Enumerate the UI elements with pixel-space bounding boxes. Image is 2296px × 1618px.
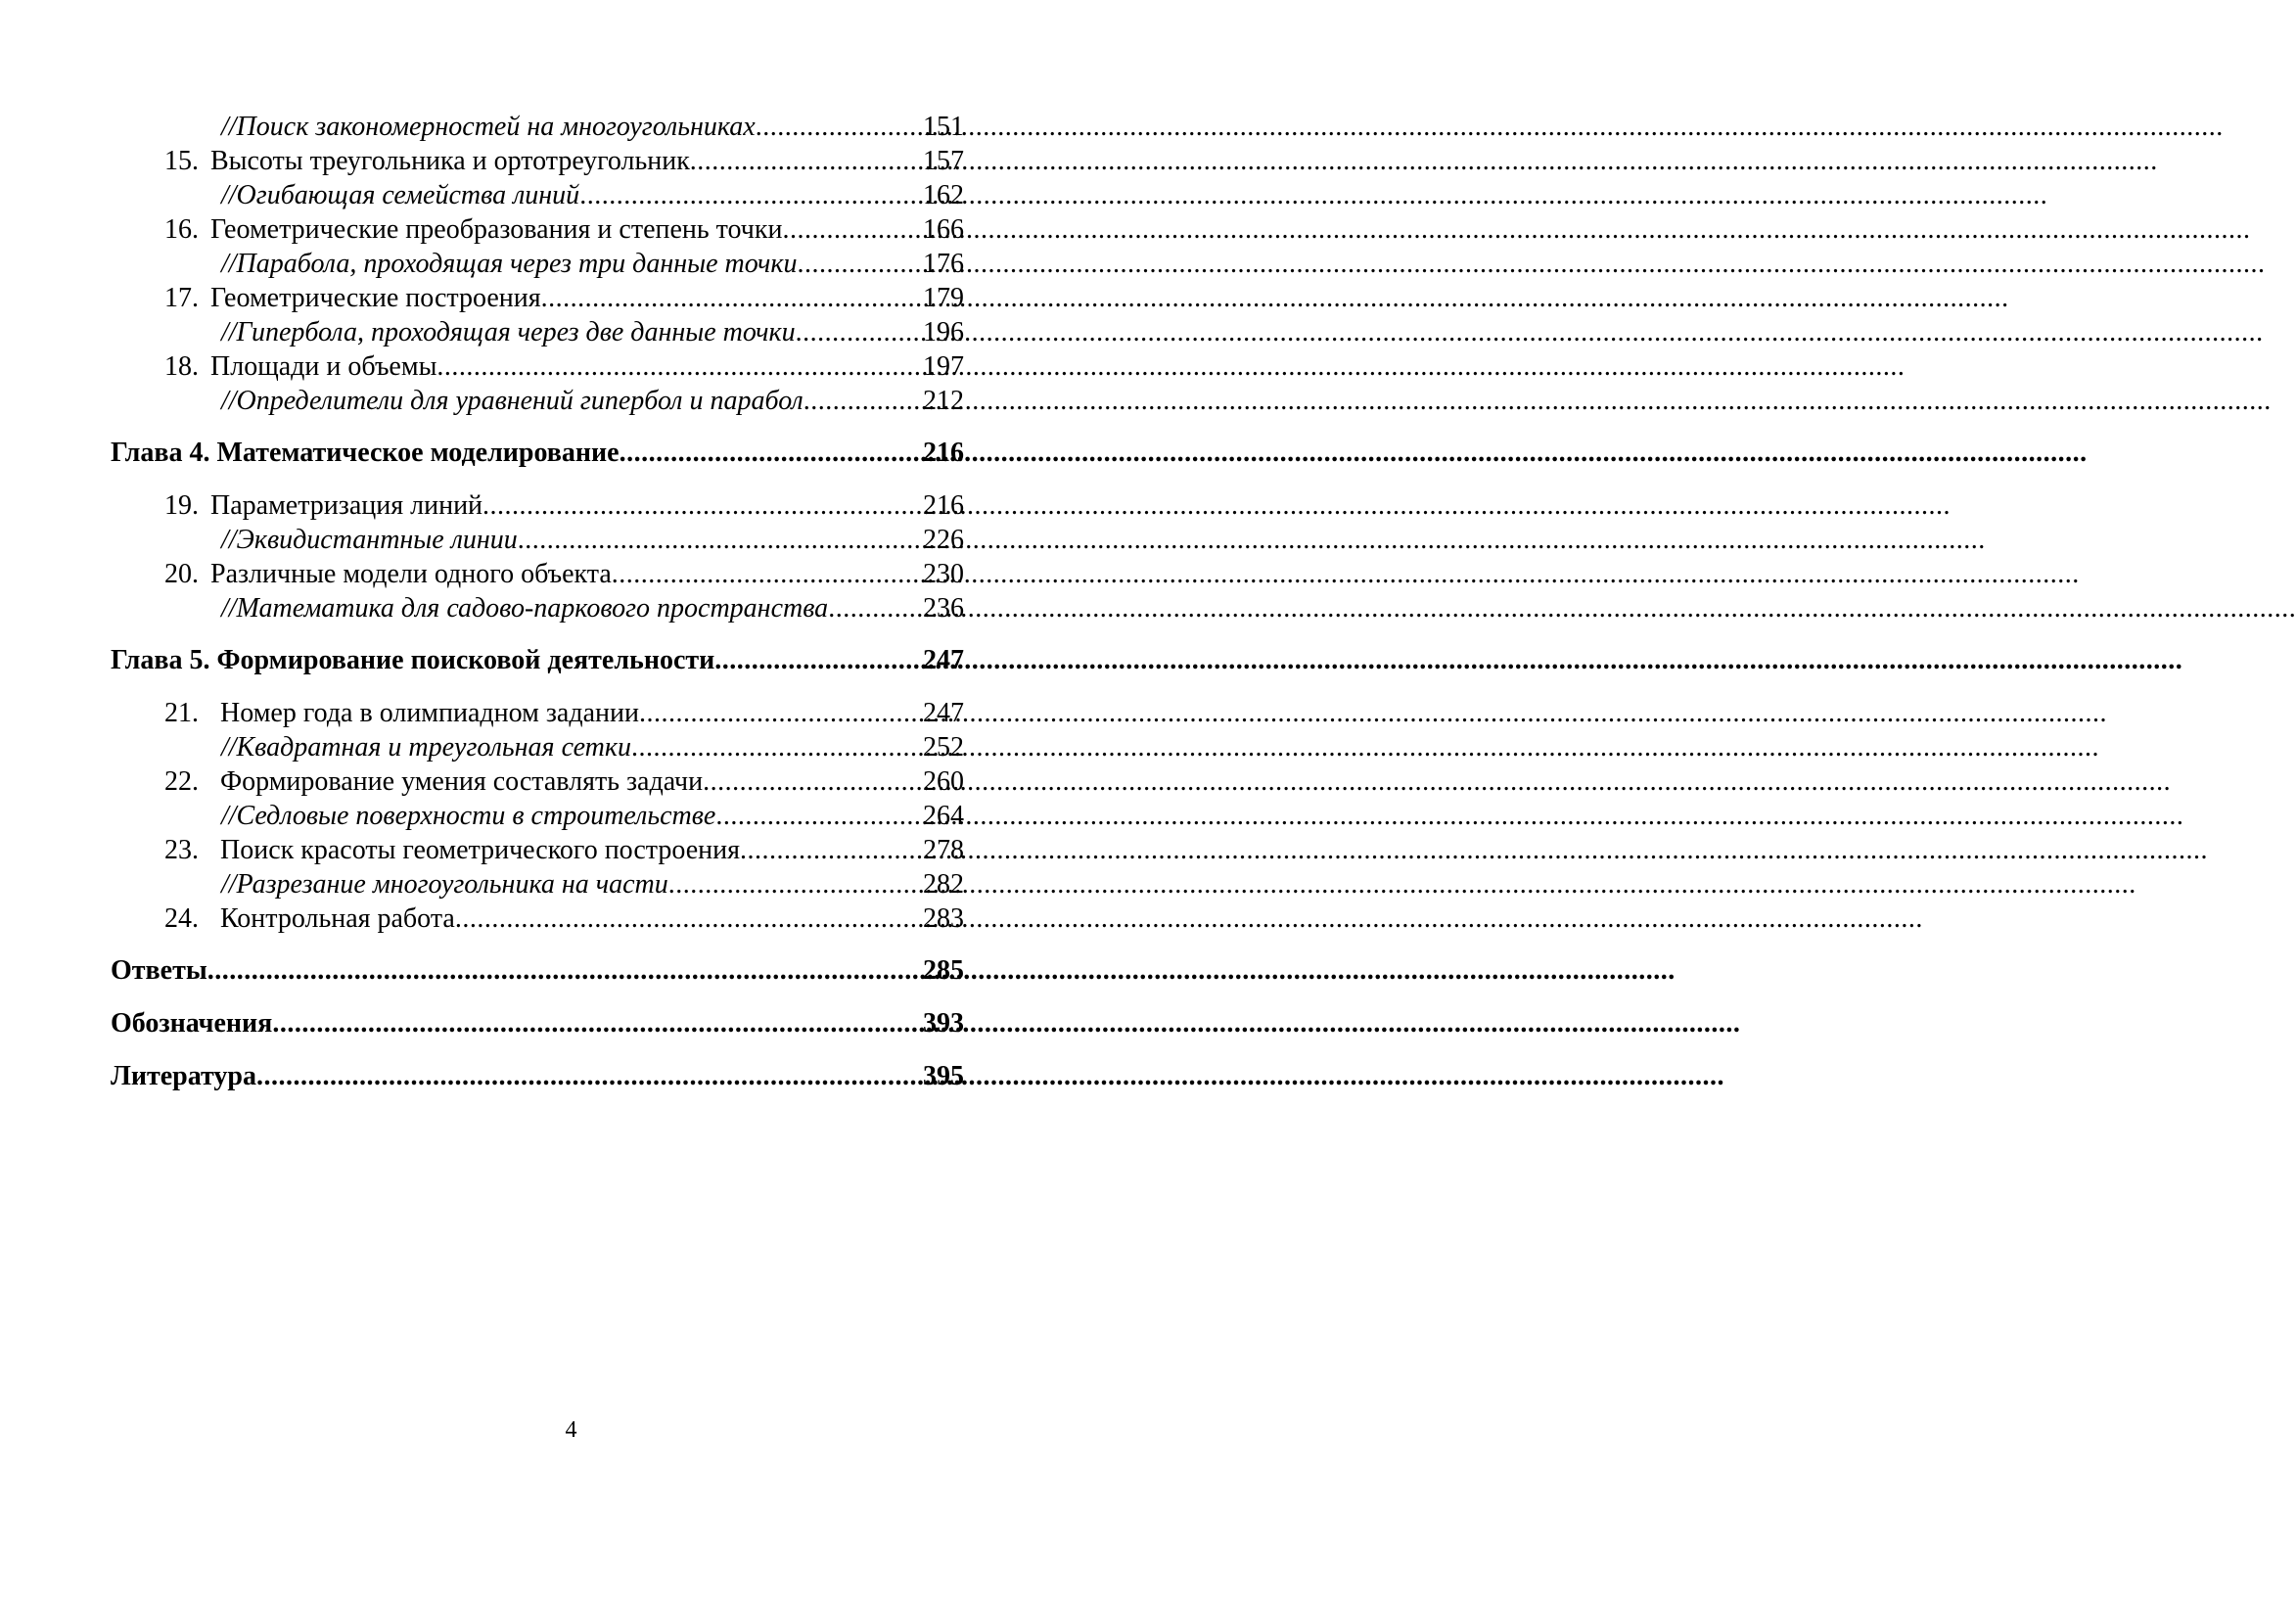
toc-entry-title: Различные модели одного объекта: [210, 559, 612, 589]
toc-entry-page: 278: [923, 835, 964, 865]
dot-leader: [272, 1006, 923, 1041]
page-number: 4: [565, 1417, 577, 1443]
dot-leader: [714, 643, 923, 678]
toc-entry: [111, 212, 964, 247]
toc-chapter-page: 393: [923, 1008, 964, 1039]
dot-leader: [455, 901, 923, 936]
toc-entry: [111, 110, 964, 144]
toc-entry-title: //Разрезание многоугольника на части: [221, 869, 668, 900]
toc-entry-page: 236: [923, 593, 964, 624]
dot-leader: [612, 557, 923, 591]
toc-chapter: [111, 1006, 964, 1041]
toc-entry: [111, 696, 964, 730]
dot-leader: [796, 315, 923, 349]
toc-entry: [111, 488, 964, 523]
toc-entry-number: 18.: [164, 351, 199, 382]
toc-chapter-page: 395: [923, 1061, 964, 1091]
toc-entry: [111, 799, 964, 833]
toc-chapter-page: 247: [923, 645, 964, 675]
dot-leader: [690, 144, 923, 178]
toc-entry-title: Геометрические построения: [210, 283, 541, 313]
toc-chapter-title: Литература: [111, 1061, 256, 1091]
toc-entry-title: //Парабола, проходящая через три данные точки: [221, 249, 798, 279]
dot-leader: [756, 110, 923, 144]
toc-entry-title: //Квадратная и треугольная сетки: [221, 732, 632, 763]
dot-leader: [541, 281, 923, 315]
toc-entry-page: 197: [923, 351, 964, 382]
toc-entry-title: Высоты треугольника и ортотреугольник: [210, 146, 690, 176]
toc-entry-title: //Гипербола, проходящая через две данные точки: [221, 317, 796, 347]
toc-entry-title: //Математика для садово-паркового пространства: [221, 593, 829, 624]
toc-entry-title: //Поиск закономерностей на многоугольниках: [221, 112, 756, 142]
toc-entry-title: //Огибающая семейства линий: [221, 180, 580, 210]
toc-entry-page: 179: [923, 283, 964, 313]
dot-leader: [518, 523, 923, 557]
toc-chapter: [111, 953, 964, 989]
toc-entry: [111, 833, 964, 867]
dot-leader: [703, 764, 923, 799]
toc-entry-page: 226: [923, 525, 964, 555]
toc-entry-page: 162: [923, 180, 964, 210]
toc-chapter-title: Ответы: [111, 955, 207, 986]
toc-entry-page: 283: [923, 903, 964, 934]
dot-leader: [740, 833, 923, 867]
toc-entry: [111, 178, 964, 212]
toc-entry-page: 196: [923, 317, 964, 347]
toc-entry-number: 22.: [164, 766, 199, 797]
toc-chapter: [111, 436, 964, 471]
toc-entry: [111, 349, 964, 384]
dot-leader: [631, 730, 923, 764]
toc-entry: [111, 384, 964, 418]
toc-entry: [111, 315, 964, 349]
dot-leader: [828, 591, 923, 625]
toc-entry: [111, 281, 964, 315]
toc-entry: [111, 867, 964, 901]
dot-leader: [207, 953, 923, 989]
toc-entry: [111, 523, 964, 557]
toc-entry: [111, 901, 964, 936]
toc-entry-page: 264: [923, 801, 964, 831]
toc-entry-title: Площади и объемы: [210, 351, 437, 382]
toc-entry-number: 15.: [164, 146, 199, 176]
toc-entry: [111, 557, 964, 591]
toc-entry-title: Параметризация линий: [210, 490, 483, 521]
dot-leader: [579, 178, 923, 212]
toc-entry-page: 151: [923, 112, 964, 142]
dot-leader: [715, 799, 923, 833]
toc-entry-page: 216: [923, 490, 964, 521]
toc-chapter-title: Глава 4. Математическое моделирование: [111, 438, 620, 468]
toc-entry-page: 252: [923, 732, 964, 763]
toc-chapter-page: 285: [923, 955, 964, 986]
toc-entry-title: //Эквидистантные линии: [221, 525, 518, 555]
toc-chapter: [111, 1059, 964, 1094]
dot-leader: [668, 867, 923, 901]
toc-entry-page: 247: [923, 698, 964, 728]
toc-entry-number: 17.: [164, 283, 199, 313]
toc-entry-number: 19.: [164, 490, 199, 521]
table-of-contents: [111, 110, 964, 1094]
toc-chapter: [111, 643, 964, 678]
toc-entry-title: Геометрические преобразования и степень точки: [210, 214, 783, 245]
dot-leader: [782, 212, 923, 247]
toc-entry-title: Формирование умения составлять задачи: [220, 766, 704, 797]
dot-leader: [482, 488, 923, 523]
toc-chapter-title: Глава 5. Формирование поисковой деятельности: [111, 645, 715, 675]
toc-entry: [111, 591, 964, 625]
toc-entry-number: 16.: [164, 214, 199, 245]
toc-entry-title: //Седловые поверхности в строительстве: [221, 801, 716, 831]
toc-entry-title: Номер года в олимпиадном задании: [220, 698, 639, 728]
toc-entry-page: 176: [923, 249, 964, 279]
toc-entry-number: 23.: [164, 835, 199, 865]
toc-entry: [111, 247, 964, 281]
toc-entry-page: 212: [923, 386, 964, 416]
toc-entry-page: 230: [923, 559, 964, 589]
toc-entry: [111, 144, 964, 178]
toc-entry-number: 21.: [164, 698, 199, 728]
toc-entry-page: 157: [923, 146, 964, 176]
toc-entry: [111, 730, 964, 764]
toc-chapter-page: 216: [923, 438, 964, 468]
dot-leader: [639, 696, 923, 730]
toc-entry-page: 260: [923, 766, 964, 797]
dot-leader: [620, 436, 923, 471]
toc-chapter-title: Обозначения: [111, 1008, 273, 1039]
dot-leader: [797, 247, 923, 281]
toc-entry-number: 24.: [164, 903, 199, 934]
toc-entry-page: 282: [923, 869, 964, 900]
toc-entry-title: //Определители для уравнений гипербол и парабол: [221, 386, 804, 416]
toc-entry-title: Поиск красоты геометрического построения: [220, 835, 741, 865]
toc-entry: [111, 764, 964, 799]
dot-leader: [436, 349, 923, 384]
toc-entry-page: 166: [923, 214, 964, 245]
toc-entry-title: Контрольная работа: [220, 903, 455, 934]
toc-entry-number: 20.: [164, 559, 199, 589]
dot-leader: [256, 1059, 923, 1094]
dot-leader: [804, 384, 923, 418]
